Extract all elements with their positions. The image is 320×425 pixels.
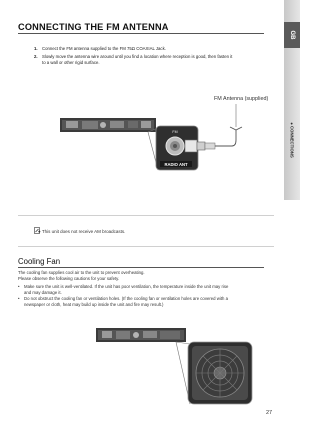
unit-rear-panel-2 [96, 328, 186, 342]
side-tab-language: GB [289, 30, 295, 40]
cooling-heading-divider [18, 267, 264, 268]
bullet-marker: • [18, 284, 20, 289]
cooling-fan-illustration [0, 318, 284, 408]
cooling-fan-closeup [188, 342, 252, 404]
step-1-text: Connect the FM antenna supplied to the FM 75Ω COAXIAL Jack. [42, 46, 166, 51]
zoom-line-top-2 [176, 342, 190, 344]
step-1-number: 1. [34, 46, 38, 51]
caution-bullet-2-text-continued: newspaper or cloth, heat may build up inside the unit and fire may result.) [24, 301, 164, 307]
coaxial-plug [185, 140, 215, 152]
cooling-fan-heading: Cooling Fan [18, 257, 61, 266]
page-number: 27 [266, 410, 273, 416]
caution-bullet-1 [18, 284, 268, 295]
note-bullet: ● [38, 229, 42, 234]
bullet-marker: • [18, 296, 20, 301]
cooling-intro [18, 270, 268, 281]
caution-bullet-1-text-continued: and may damage it. [24, 289, 62, 295]
section-divider-2 [18, 246, 274, 247]
caution-bullet-1-text: Make sure the unit is well-ventilated. If the unit has poor ventilation, the temperature inside the unit may rise [24, 284, 229, 289]
antenna-t-head [230, 127, 242, 130]
page-title: CONNECTING THE FM ANTENNA [18, 22, 169, 32]
side-tab-section: ● CONNECTIONS [289, 122, 295, 158]
step-2-text: Slowly move the antenna wire around until you find a location where reception is good, then fasten it [42, 54, 233, 59]
cooling-intro-line-1: The cooling fan supplies cool air to the unit to prevent overheating. [18, 270, 145, 275]
fm-antenna-callout-label: FM Antenna (supplied) [214, 96, 269, 102]
caution-bullet-2-text: Do not obstruct the cooling fan or ventilation holes. (If the cooling fan or ventilation holes are covered with a [24, 296, 228, 301]
fm-jack-label: FM [172, 130, 178, 134]
radio-ant-label: RADIO ANT [164, 161, 188, 167]
note-text-content: This unit does not receive AM broadcasts. [41, 229, 126, 234]
step-2-text-continued: to a wall or other rigid surface. [42, 59, 100, 65]
step-2-number: 2. [34, 54, 38, 59]
caution-bullet-2 [18, 296, 268, 307]
note-text [38, 229, 125, 234]
antenna-wire [215, 130, 236, 146]
section-divider [18, 215, 274, 216]
cooling-intro-line-2: Please observe the following cautions for your safety. [18, 275, 120, 281]
unit-rear-panel [60, 118, 156, 132]
fm-antenna-connection-illustration [0, 0, 284, 215]
